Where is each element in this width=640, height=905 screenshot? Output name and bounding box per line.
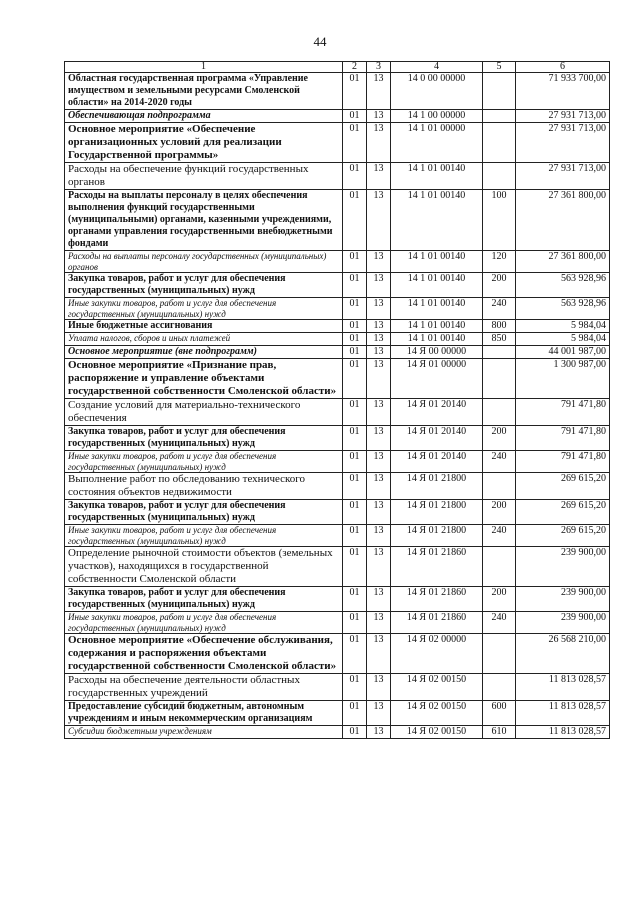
row-amount: 27 931 713,00 [516, 163, 610, 190]
row-expense-type: 850 [483, 333, 516, 346]
row-amount: 27 931 713,00 [516, 110, 610, 123]
row-subsection: 13 [367, 251, 391, 273]
row-amount: 27 931 713,00 [516, 123, 610, 163]
table-row [65, 525, 610, 547]
row-target-code: 14 Я 01 20140 [391, 451, 483, 473]
row-amount: 11 813 028,57 [516, 701, 610, 726]
row-subsection: 13 [367, 333, 391, 346]
row-name: Иные закупки товаров, работ и услуг для обеспечения государственных (муниципальных) нужд [65, 298, 343, 320]
row-section: 01 [343, 320, 367, 333]
row-section: 01 [343, 547, 367, 587]
row-target-code: 14 1 01 00140 [391, 251, 483, 273]
row-subsection: 13 [367, 359, 391, 399]
table-row [65, 547, 610, 587]
row-expense-type: 100 [483, 190, 516, 251]
table-row [65, 251, 610, 273]
row-section: 01 [343, 634, 367, 674]
row-section: 01 [343, 701, 367, 726]
table-row [65, 359, 610, 399]
row-target-code: 14 1 01 00140 [391, 320, 483, 333]
row-target-code: 14 Я 01 21860 [391, 547, 483, 587]
row-section: 01 [343, 73, 367, 110]
row-name: Иные закупки товаров, работ и услуг для обеспечения государственных (муниципальных) нужд [65, 525, 343, 547]
table-row [65, 473, 610, 500]
row-subsection: 13 [367, 123, 391, 163]
row-target-code: 14 Я 01 20140 [391, 426, 483, 451]
row-subsection: 13 [367, 525, 391, 547]
row-subsection: 13 [367, 634, 391, 674]
row-section: 01 [343, 473, 367, 500]
row-expense-type: 200 [483, 587, 516, 612]
column-header-subsection: 3 [367, 62, 391, 73]
row-section: 01 [343, 163, 367, 190]
row-name: Иные закупки товаров, работ и услуг для обеспечения государственных (муниципальных) нужд [65, 451, 343, 473]
row-section: 01 [343, 500, 367, 525]
row-section: 01 [343, 251, 367, 273]
row-amount: 791 471,80 [516, 426, 610, 451]
row-subsection: 13 [367, 273, 391, 298]
table-row [65, 451, 610, 473]
row-amount: 26 568 210,00 [516, 634, 610, 674]
table-row [65, 346, 610, 359]
row-section: 01 [343, 346, 367, 359]
row-name: Определение рыночной стоимости объектов (земельных участков), находящихся в государственной собственности Смоленской области [65, 547, 343, 587]
row-subsection: 13 [367, 426, 391, 451]
row-expense-type [483, 359, 516, 399]
row-target-code: 14 Я 01 00000 [391, 359, 483, 399]
row-amount: 44 001 987,00 [516, 346, 610, 359]
row-section: 01 [343, 359, 367, 399]
table-row [65, 500, 610, 525]
table-row [65, 298, 610, 320]
column-header-target-code: 4 [391, 62, 483, 73]
row-subsection: 13 [367, 110, 391, 123]
row-target-code: 14 Я 01 21800 [391, 500, 483, 525]
row-name: Расходы на выплаты персоналу в целях обеспечения выполнения функций государственными (муниципальными) органами, казенными учреждениями, органами управления государственными внебюджетными фондами [65, 190, 343, 251]
row-amount: 11 813 028,57 [516, 726, 610, 739]
row-section: 01 [343, 451, 367, 473]
row-name: Основное мероприятие «Признание прав, распоряжение и управление объектами государственной собственности Смоленской области» [65, 359, 343, 399]
row-subsection: 13 [367, 73, 391, 110]
row-subsection: 13 [367, 587, 391, 612]
table-row [65, 726, 610, 739]
row-target-code: 14 1 01 00140 [391, 163, 483, 190]
row-name: Основное мероприятие «Обеспечение обслуживания, содержания и распоряжения объектами государственной собственности Смоленской области» [65, 634, 343, 674]
row-subsection: 13 [367, 726, 391, 739]
row-section: 01 [343, 426, 367, 451]
table-row [65, 587, 610, 612]
row-name: Областная государственная программа «Управление имуществом и земельными ресурсами Смоленской области» на 2014-2020 годы [65, 73, 343, 110]
row-target-code: 14 Я 01 21860 [391, 612, 483, 634]
table-row [65, 674, 610, 701]
row-amount: 563 928,96 [516, 298, 610, 320]
row-subsection: 13 [367, 320, 391, 333]
column-header-section: 2 [343, 62, 367, 73]
row-amount: 269 615,20 [516, 473, 610, 500]
row-expense-type [483, 123, 516, 163]
row-amount: 5 984,04 [516, 333, 610, 346]
row-section: 01 [343, 726, 367, 739]
row-subsection: 13 [367, 674, 391, 701]
row-amount: 1 300 987,00 [516, 359, 610, 399]
row-target-code: 14 Я 02 00000 [391, 634, 483, 674]
row-name: Расходы на обеспечение функций государственных органов [65, 163, 343, 190]
row-target-code: 14 Я 01 20140 [391, 399, 483, 426]
row-expense-type: 200 [483, 500, 516, 525]
row-expense-type: 240 [483, 525, 516, 547]
row-subsection: 13 [367, 190, 391, 251]
row-section: 01 [343, 525, 367, 547]
row-name: Субсидии бюджетным учреждениям [65, 726, 343, 739]
table-row [65, 73, 610, 110]
row-name: Закупка товаров, работ и услуг для обеспечения государственных (муниципальных) нужд [65, 426, 343, 451]
table-header-row [65, 62, 610, 73]
row-expense-type [483, 346, 516, 359]
row-subsection: 13 [367, 612, 391, 634]
row-section: 01 [343, 612, 367, 634]
table-row [65, 701, 610, 726]
row-expense-type: 200 [483, 273, 516, 298]
row-target-code: 14 Я 02 00150 [391, 701, 483, 726]
row-section: 01 [343, 333, 367, 346]
column-header-amount: 6 [516, 62, 610, 73]
column-header-name: 1 [65, 62, 343, 73]
table-row [65, 333, 610, 346]
row-target-code: 14 1 01 00140 [391, 333, 483, 346]
row-subsection: 13 [367, 298, 391, 320]
row-expense-type: 240 [483, 451, 516, 473]
row-amount: 791 471,80 [516, 451, 610, 473]
row-section: 01 [343, 190, 367, 251]
row-amount: 563 928,96 [516, 273, 610, 298]
row-subsection: 13 [367, 399, 391, 426]
row-subsection: 13 [367, 701, 391, 726]
row-amount: 5 984,04 [516, 320, 610, 333]
row-expense-type [483, 473, 516, 500]
row-target-code: 14 1 01 00140 [391, 273, 483, 298]
table-row [65, 399, 610, 426]
table-row [65, 123, 610, 163]
row-expense-type: 610 [483, 726, 516, 739]
row-target-code: 14 0 00 00000 [391, 73, 483, 110]
row-name: Предоставление субсидий бюджетным, автономным учреждениям и иным некоммерческим организациям [65, 701, 343, 726]
row-amount: 27 361 800,00 [516, 251, 610, 273]
row-subsection: 13 [367, 547, 391, 587]
row-subsection: 13 [367, 346, 391, 359]
row-target-code: 14 1 01 00000 [391, 123, 483, 163]
table-row [65, 426, 610, 451]
row-name: Уплата налогов, сборов и иных платежей [65, 333, 343, 346]
row-section: 01 [343, 110, 367, 123]
row-target-code: 14 Я 00 00000 [391, 346, 483, 359]
table-row [65, 110, 610, 123]
row-section: 01 [343, 123, 367, 163]
row-section: 01 [343, 298, 367, 320]
row-expense-type: 240 [483, 298, 516, 320]
row-target-code: 14 1 01 00140 [391, 190, 483, 251]
row-target-code: 14 Я 01 21800 [391, 525, 483, 547]
page-number: 44 [313, 34, 327, 49]
row-amount: 269 615,20 [516, 500, 610, 525]
row-expense-type [483, 547, 516, 587]
row-expense-type [483, 163, 516, 190]
row-section: 01 [343, 399, 367, 426]
row-target-code: 14 Я 01 21860 [391, 587, 483, 612]
column-header-expense-type: 5 [483, 62, 516, 73]
row-amount: 27 361 800,00 [516, 190, 610, 251]
row-amount: 239 900,00 [516, 587, 610, 612]
table-row [65, 634, 610, 674]
row-expense-type [483, 110, 516, 123]
row-name: Создание условий для материально-технического обеспечения [65, 399, 343, 426]
row-amount: 239 900,00 [516, 547, 610, 587]
row-name: Закупка товаров, работ и услуг для обеспечения государственных (муниципальных) нужд [65, 587, 343, 612]
row-expense-type: 800 [483, 320, 516, 333]
row-name: Иные закупки товаров, работ и услуг для обеспечения государственных (муниципальных) нужд [65, 612, 343, 634]
row-target-code: 14 1 01 00140 [391, 298, 483, 320]
table-row [65, 320, 610, 333]
row-section: 01 [343, 674, 367, 701]
row-amount: 239 900,00 [516, 612, 610, 634]
row-name: Выполнение работ по обследованию технического состояния объектов недвижимости [65, 473, 343, 500]
row-target-code: 14 Я 01 21800 [391, 473, 483, 500]
row-expense-type [483, 399, 516, 426]
row-expense-type [483, 73, 516, 110]
row-name: Закупка товаров, работ и услуг для обеспечения государственных (муниципальных) нужд [65, 500, 343, 525]
row-name: Расходы на выплаты персоналу государственных (муниципальных) органов [65, 251, 343, 273]
row-expense-type: 200 [483, 426, 516, 451]
row-section: 01 [343, 587, 367, 612]
table-row [65, 163, 610, 190]
row-amount: 269 615,20 [516, 525, 610, 547]
row-amount: 71 933 700,00 [516, 73, 610, 110]
row-target-code: 14 Я 02 00150 [391, 726, 483, 739]
row-target-code: 14 Я 02 00150 [391, 674, 483, 701]
table-row [65, 190, 610, 251]
row-subsection: 13 [367, 163, 391, 190]
row-subsection: 13 [367, 451, 391, 473]
row-expense-type: 120 [483, 251, 516, 273]
row-subsection: 13 [367, 500, 391, 525]
row-amount: 791 471,80 [516, 399, 610, 426]
row-expense-type: 600 [483, 701, 516, 726]
row-target-code: 14 1 00 00000 [391, 110, 483, 123]
row-section: 01 [343, 273, 367, 298]
table-row [65, 612, 610, 634]
row-name: Иные бюджетные ассигнования [65, 320, 343, 333]
row-name: Расходы на обеспечение деятельности областных государственных учреждений [65, 674, 343, 701]
row-expense-type [483, 634, 516, 674]
row-name: Основное мероприятие «Обеспечение организационных условий для реализации Государственной программы» [65, 123, 343, 163]
row-amount: 11 813 028,57 [516, 674, 610, 701]
row-name: Основное мероприятие (вне подпрограмм) [65, 346, 343, 359]
budget-table [64, 61, 610, 739]
table-row [65, 273, 610, 298]
row-name: Обеспечивающая подпрограмма [65, 110, 343, 123]
row-name: Закупка товаров, работ и услуг для обеспечения государственных (муниципальных) нужд [65, 273, 343, 298]
table-body [65, 73, 610, 739]
row-subsection: 13 [367, 473, 391, 500]
row-expense-type [483, 674, 516, 701]
row-expense-type: 240 [483, 612, 516, 634]
